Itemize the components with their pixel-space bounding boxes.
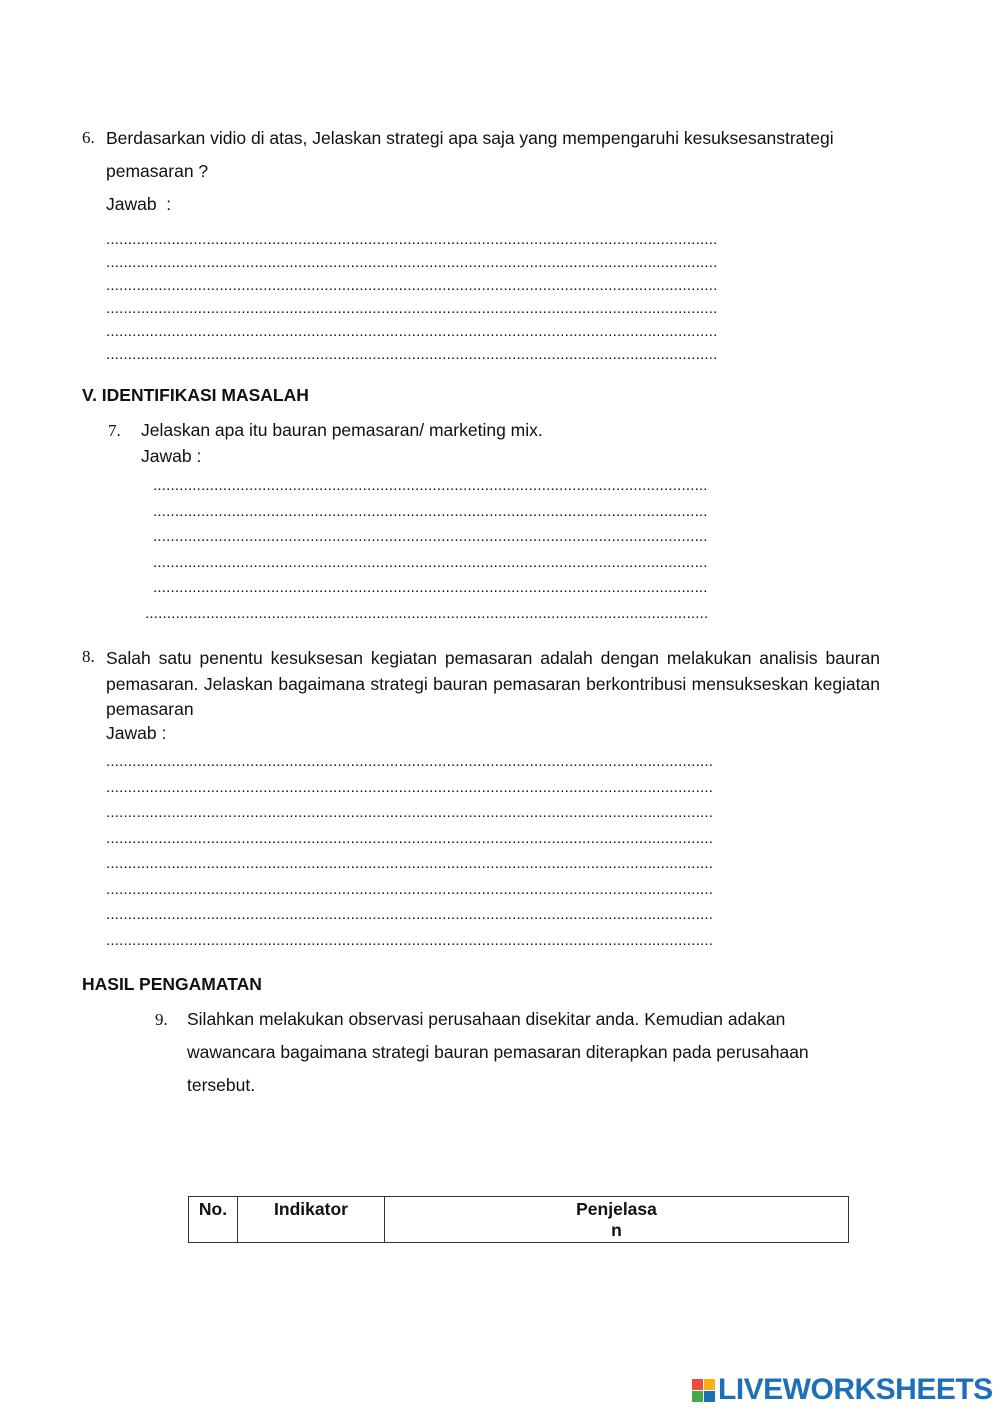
- table-header-no: No.: [189, 1197, 238, 1243]
- q6-answer-area[interactable]: [106, 232, 878, 370]
- q7-text: Jelaskan apa itu bauran pemasaran/ marketing mix.: [141, 420, 543, 440]
- answer-line: ............................................................................................................................................: [106, 255, 718, 271]
- q6-text-line2: pemasaran ?: [106, 161, 209, 181]
- q8-text: Salah satu penentu kesuksesan kegiatan pemasaran adalah dengan melakukan analisis bauran pemasaran. Jelaskan bagaimana strategi bauran pemasaran berkontribusi mensukseskan kegiatan pemasaran: [106, 648, 880, 719]
- answer-line: ...............................................................................................................................: [153, 529, 708, 545]
- q7-number: 7.: [108, 421, 121, 440]
- answer-line: ...........................................................................................................................................: [106, 779, 714, 796]
- table-header-row: [189, 1197, 849, 1243]
- answer-line: ............................................................................................................................................: [106, 232, 718, 248]
- table-header-penjelasan-part2: n: [611, 1220, 622, 1240]
- q8-answer-area[interactable]: [106, 754, 872, 958]
- liveworksheets-logo[interactable]: [692, 1374, 993, 1406]
- answer-line: ...........................................................................................................................................: [106, 907, 714, 923]
- q9-number: 9.: [155, 1010, 168, 1029]
- answer-line: ............................................................................................................................................: [106, 301, 718, 317]
- answer-line: ...........................................................................................................................................: [106, 856, 714, 872]
- q9-text-line3: tersebut.: [187, 1075, 256, 1095]
- q6-number: 6.: [82, 128, 95, 147]
- answer-line: ...............................................................................................................................: [153, 554, 708, 571]
- table-header-penjelasan: [385, 1197, 849, 1243]
- answer-line: ............................................................................................................................................: [106, 347, 718, 363]
- answer-line: ............................................................................................................................................: [106, 278, 718, 294]
- observation-table: [188, 1196, 849, 1243]
- answer-line: ...............................................................................................................................: [153, 478, 708, 494]
- q6-answer-label: Jawab :: [106, 194, 172, 214]
- liveworksheets-logo-icon: [692, 1379, 715, 1402]
- answer-line: ...........................................................................................................................................: [106, 932, 714, 949]
- answer-line: ...........................................................................................................................................: [106, 881, 714, 898]
- answer-line: ............................................................................................................................................: [106, 324, 718, 340]
- answer-line: ...............................................................................................................................: [153, 503, 708, 520]
- answer-line: ...........................................................................................................................................: [106, 754, 714, 770]
- q6-text-line1: Berdasarkan vidio di atas, Jelaskan strategi apa saja yang mempengaruhi kesuksesanstrategi: [106, 128, 834, 148]
- answer-line: ...........................................................................................................................................: [106, 805, 714, 821]
- q9-text-line2: wawancara bagaimana strategi bauran pemasaran diterapkan pada perusahaan: [187, 1042, 809, 1062]
- answer-line: ...........................................................................................................................................: [106, 830, 714, 847]
- q7-answer-label: Jawab :: [141, 446, 202, 466]
- table-header-penjelasan-part1: Penjelasa: [576, 1199, 657, 1219]
- answer-line: .................................................................................................................................: [145, 605, 709, 622]
- section-heading-identifikasi: V. IDENTIFIKASI MASALAH: [82, 385, 309, 405]
- q7-answer-area[interactable]: [145, 478, 877, 631]
- logo-square-yellow: [704, 1379, 715, 1390]
- logo-square-blue: [704, 1391, 715, 1402]
- logo-square-green: [692, 1391, 703, 1402]
- liveworksheets-brand-text: LIVEWORKSHEETS: [718, 1373, 993, 1406]
- section-heading-hasil-pengamatan: HASIL PENGAMATAN: [82, 974, 262, 994]
- answer-line: ...............................................................................................................................: [153, 580, 708, 596]
- logo-square-red: [692, 1379, 703, 1390]
- q9-text-line1: Silahkan melakukan observasi perusahaan disekitar anda. Kemudian adakan: [187, 1009, 786, 1029]
- table-header-indikator: Indikator: [238, 1197, 385, 1243]
- q8-answer-label: Jawab :: [106, 723, 167, 743]
- q8-number: 8.: [82, 647, 95, 666]
